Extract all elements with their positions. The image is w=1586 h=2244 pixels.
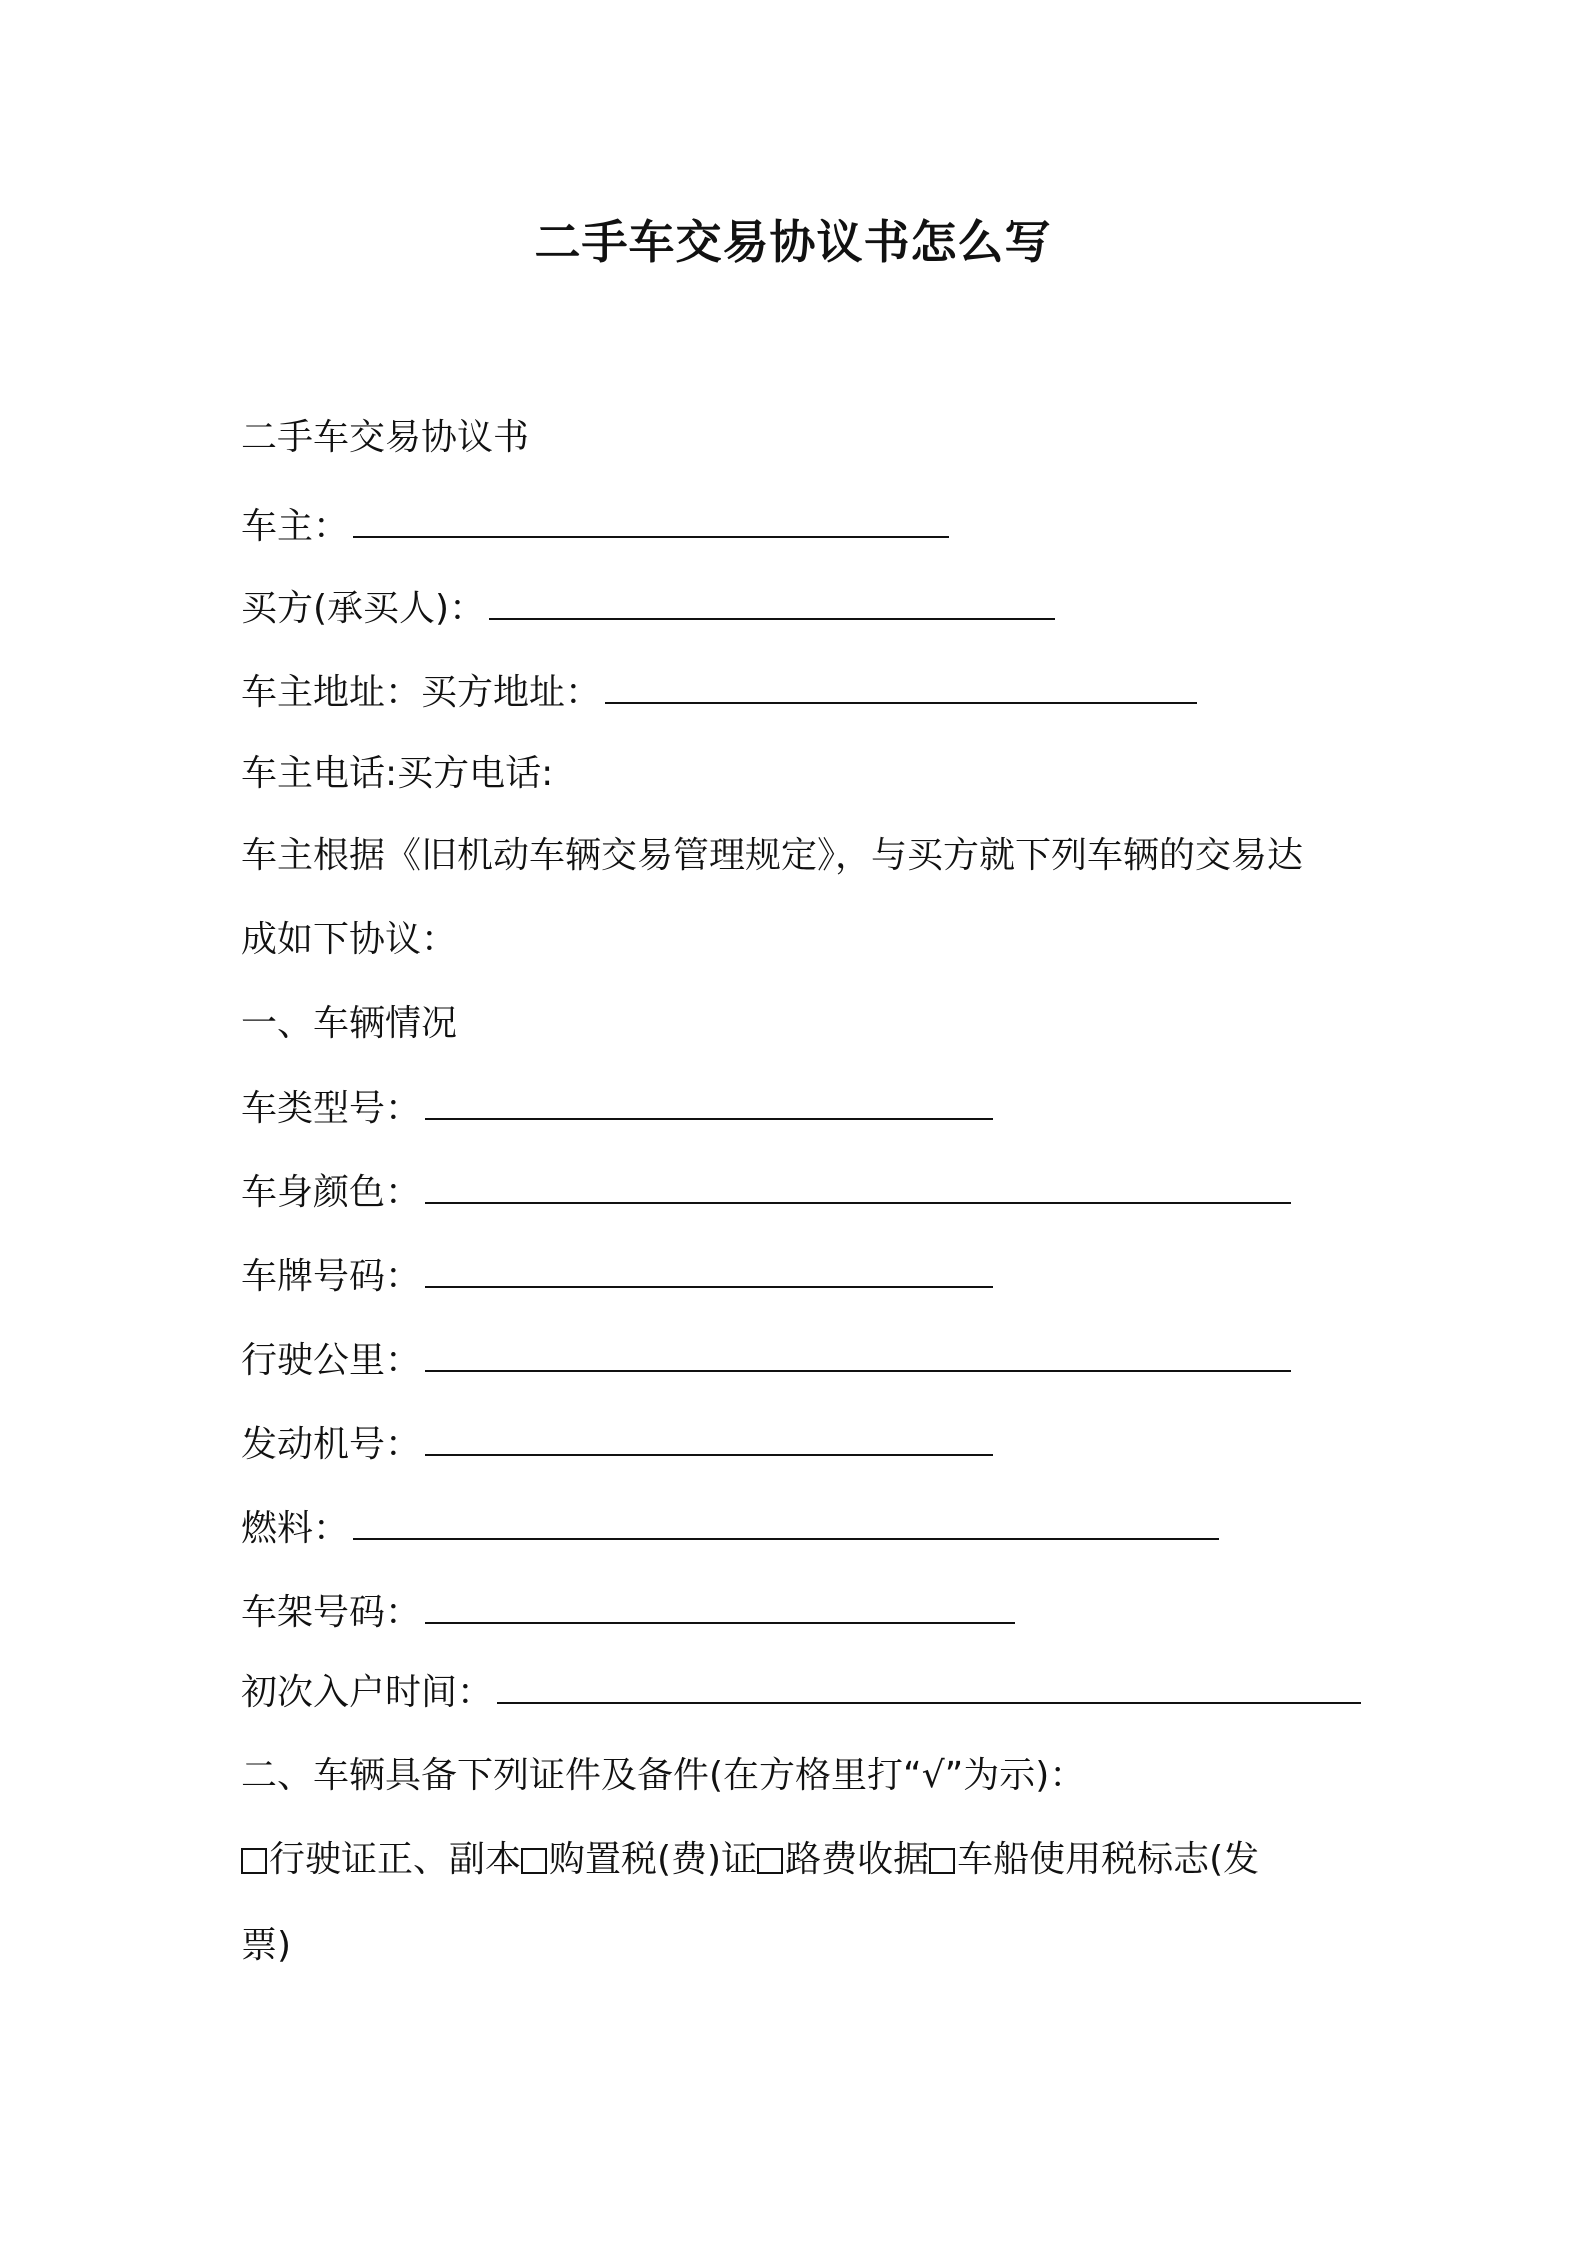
address-blank[interactable] xyxy=(605,668,1197,704)
document-item-road-fee: 路费收据 xyxy=(785,1839,930,1880)
owner-field xyxy=(241,502,949,551)
document-item-license: 行驶证正、副本 xyxy=(269,1839,522,1880)
engine-label: 发动机号： xyxy=(241,1424,422,1465)
owner-label: 车主： xyxy=(241,506,350,547)
agreement-subtitle: 二手车交易协议书 xyxy=(241,417,530,458)
frame-label: 车架号码： xyxy=(241,1592,422,1633)
vehicle-field-model xyxy=(241,1084,993,1133)
vehicle-field-plate xyxy=(241,1252,993,1301)
intro-line-1: 车主根据《旧机动车辆交易管理规定》，与买方就下列车辆的交易达 xyxy=(241,835,1304,876)
document-item-purchase-tax: 购置税(费)证 xyxy=(549,1839,758,1880)
frame-blank[interactable] xyxy=(425,1588,1015,1624)
vehicle-field-fuel xyxy=(241,1504,1219,1553)
checkbox-vehicle-tax[interactable] xyxy=(929,1848,955,1874)
vehicle-field-registration-date xyxy=(241,1668,1361,1717)
address-label: 车主地址：买方地址： xyxy=(241,672,602,713)
engine-blank[interactable] xyxy=(425,1420,993,1456)
model-label: 车类型号： xyxy=(241,1088,422,1129)
color-blank[interactable] xyxy=(425,1168,1291,1204)
document-item-vehicle-tax: 车船使用税标志(发 xyxy=(957,1839,1260,1880)
document-title: 二手车交易协议书怎么写 xyxy=(534,215,1052,269)
mileage-label: 行驶公里： xyxy=(241,1340,422,1381)
checkbox-purchase-tax[interactable] xyxy=(521,1848,547,1874)
section-heading-vehicle: 一、车辆情况 xyxy=(241,1003,458,1044)
registration-date-blank[interactable] xyxy=(497,1668,1361,1704)
mileage-blank[interactable] xyxy=(425,1336,1291,1372)
vehicle-field-frame xyxy=(241,1588,1015,1637)
section-heading-documents: 二、车辆具备下列证件及备件(在方格里打“√”为示)： xyxy=(241,1755,1086,1796)
buyer-field xyxy=(241,584,1055,633)
checkbox-license[interactable] xyxy=(241,1848,267,1874)
vehicle-field-mileage xyxy=(241,1336,1291,1385)
intro-line-2: 成如下协议： xyxy=(241,919,458,960)
vehicle-field-color xyxy=(241,1168,1291,1217)
documents-checklist xyxy=(241,1836,1259,1884)
plate-blank[interactable] xyxy=(425,1252,993,1288)
phone-line: 车主电话:买方电话: xyxy=(241,753,554,794)
fuel-label: 燃料： xyxy=(241,1508,350,1549)
checkbox-road-fee[interactable] xyxy=(757,1848,783,1874)
address-field xyxy=(241,668,1197,717)
documents-continuation: 票) xyxy=(241,1925,292,1966)
owner-blank[interactable] xyxy=(353,502,949,538)
fuel-blank[interactable] xyxy=(353,1504,1219,1540)
vehicle-field-engine xyxy=(241,1420,993,1469)
plate-label: 车牌号码： xyxy=(241,1256,422,1297)
registration-date-label: 初次入户时间： xyxy=(241,1672,494,1713)
model-blank[interactable] xyxy=(425,1084,993,1120)
buyer-label: 买方(承买人)： xyxy=(241,588,486,629)
color-label: 车身颜色： xyxy=(241,1172,422,1213)
buyer-blank[interactable] xyxy=(489,584,1055,620)
